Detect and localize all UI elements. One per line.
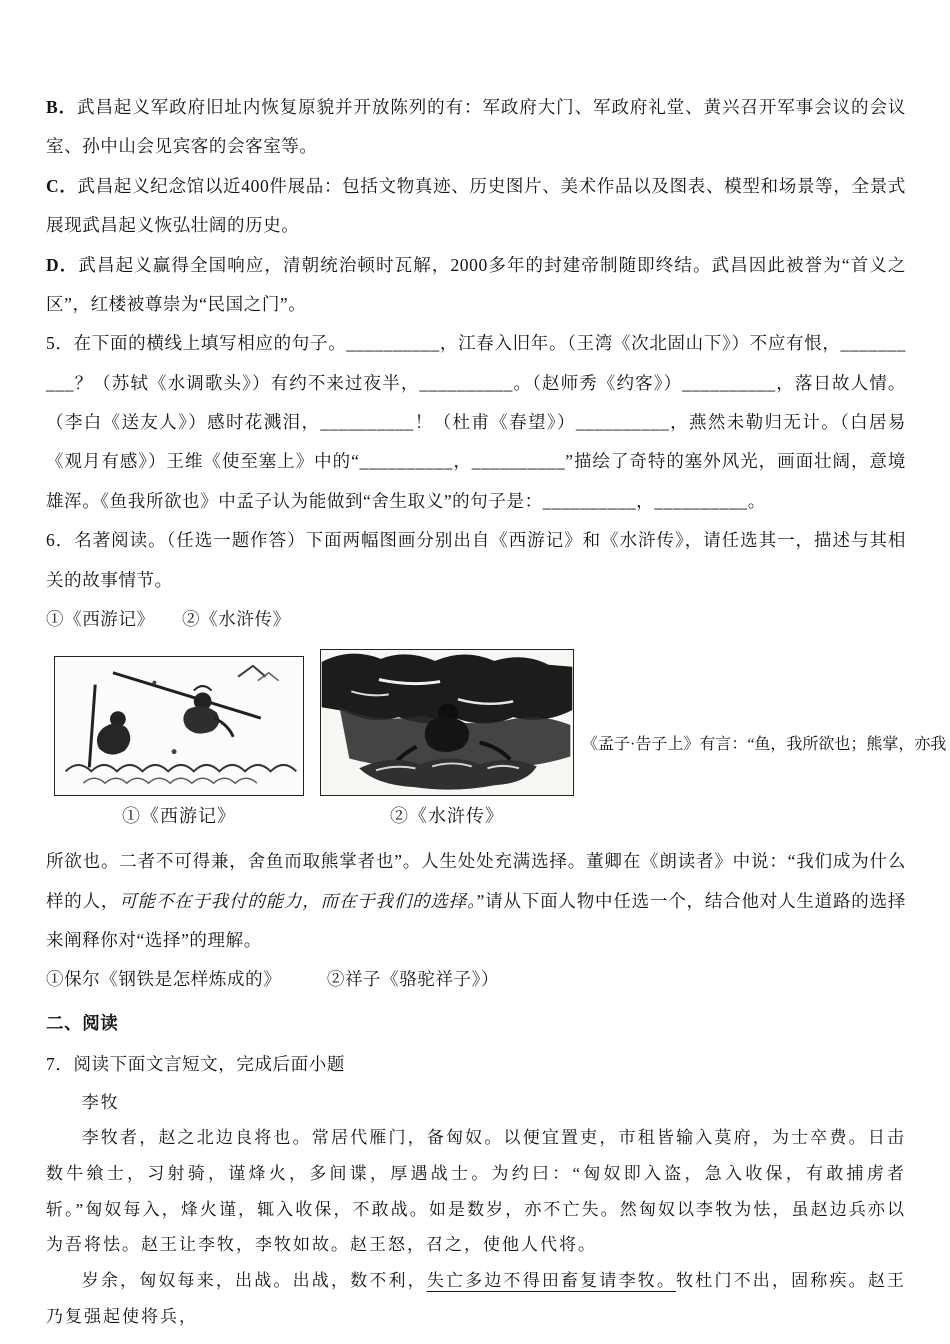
option-b (46, 88, 906, 167)
question-6-choices-line: ①《西游记》 ②《水浒传》 (46, 608, 291, 629)
question-7-intro (46, 1045, 906, 1084)
option-d (46, 246, 906, 325)
classical-text-para2-post: 牧杜门不出，固称疾。赵王乃复强起使将兵， (46, 1270, 907, 1326)
option-b-text: 武昌起义军政府旧址内恢复原貌并开放陈列的有：军政府大门、军政府礼堂、黄兴召开军事会议的会议室、孙中山会见宾客的会客室等。 (46, 97, 906, 157)
option-d-text: 武昌起义赢得全国响应，清朝统治顿时瓦解，2000多年的封建帝制随即终结。武昌因此被誉为“首义之区”，红楼被尊崇为“民国之门”。 (46, 254, 907, 314)
classical-text-title: 李牧 (81, 1092, 120, 1112)
question-6-intro (46, 521, 906, 600)
question-6-continuation-text-2: ”请从下面人物中任选一个，结合他对人生道路的选择来阐释你对“选择”的理解。 (46, 890, 907, 950)
classical-text-para1: 李牧者，赵之北边良将也。常居代雁门，备匈奴。以便宜置吏，市租皆输入莫府，为士卒费。日击数牛飨士，习射骑，谨烽火，多间谍，厚遇战士。为约曰：“匈奴即入盗，急入收保，有敢捕虏者斩。”匈奴每入，烽火谨，辄入收保，不敢战。如是数岁，亦不亡失。然匈奴以李牧为怯，虽赵边兵亦以为吾将怯。赵王让李牧，李牧如故。赵王怒，召之，使他人代将。 (46, 1128, 906, 1255)
classical-text-para2-pre: 岁余，匈奴每来，出战。出战，数不利， (81, 1270, 427, 1290)
option-d-label: D． (46, 254, 79, 275)
figure-journey-west (54, 656, 304, 828)
question-6-continuation (46, 842, 906, 960)
question-6-continuation-text-1: 所欲也。二者不可得兼，舍鱼而取熊掌者也”。人生处处充满选择。董卿在《朗读者》中说：“我们成为什么样的人， (46, 851, 906, 911)
section-2-title: 二、阅读 (46, 1012, 119, 1033)
figure-water-margin (320, 649, 574, 828)
question-6-character-choices: ①保尔《钢铁是怎样炼成的》 ②祥子《骆驼祥子》） (46, 969, 500, 990)
option-b-label: B． (46, 97, 78, 117)
mencius-quote-lead: 《孟子·告子上》有言：“鱼，我所欲也；熊掌，亦我 (582, 736, 947, 754)
water-margin-illustration (320, 649, 574, 796)
classical-text-block (46, 1085, 906, 1335)
option-c-label: C． (46, 175, 78, 196)
question-7-number: 7． (46, 1054, 74, 1075)
journey-west-illustration (54, 656, 304, 796)
question-5 (46, 324, 906, 521)
question-7-intro-text: 阅读下面文言短文，完成后面小题 (73, 1054, 345, 1075)
option-c-text: 武昌起义纪念馆以近400件展品：包括文物真迹、历史图片、美术作品以及图表、模型和场景等，全景式展现武昌起义恢弘壮阔的历史。 (46, 175, 906, 236)
question-6-figures (54, 649, 947, 828)
classical-text-para2 (46, 1263, 906, 1334)
question-6-intro-text: 名著阅读。（任选一题作答）下面两幅图画分别出自《西游记》和《水浒传》，请任选其一，描述与其相关的故事情节。 (46, 530, 906, 590)
question-6-number: 6． (46, 530, 75, 551)
question-6-quote-italic: 可能不在于我付的能力，而在于我们的选择。 (119, 890, 477, 911)
question-5-number: 5． (46, 333, 74, 354)
figure-journey-west-caption: ①《西游记》 (122, 806, 236, 827)
option-c (46, 167, 906, 246)
figure-water-margin-caption: ②《水浒传》 (390, 806, 504, 827)
classical-text-para2-underlined: 失亡多边不得田畜复请李牧。 (426, 1270, 677, 1290)
question-5-text: 在下面的横线上填写相应的句子。__________，江春入旧年。（王湾《次北固山下》）不应有恨，__________？（苏轼《水调歌头》）有约不来过夜半，__________。（赵师秀《约客》）__________，落日故人情。（李白《送友人》）感时花溅泪，__________！（杜甫《春望》）__________，燕然未勒归无计。（白居易《观月有感》）王维《使至塞上》中的“__________，__________”描绘了奇特的塞外风光，画面壮阔，意境雄浑。《鱼我所欲也》中孟子认为能做到“舍生取义”的句子是：__________，__________。 (46, 333, 907, 511)
